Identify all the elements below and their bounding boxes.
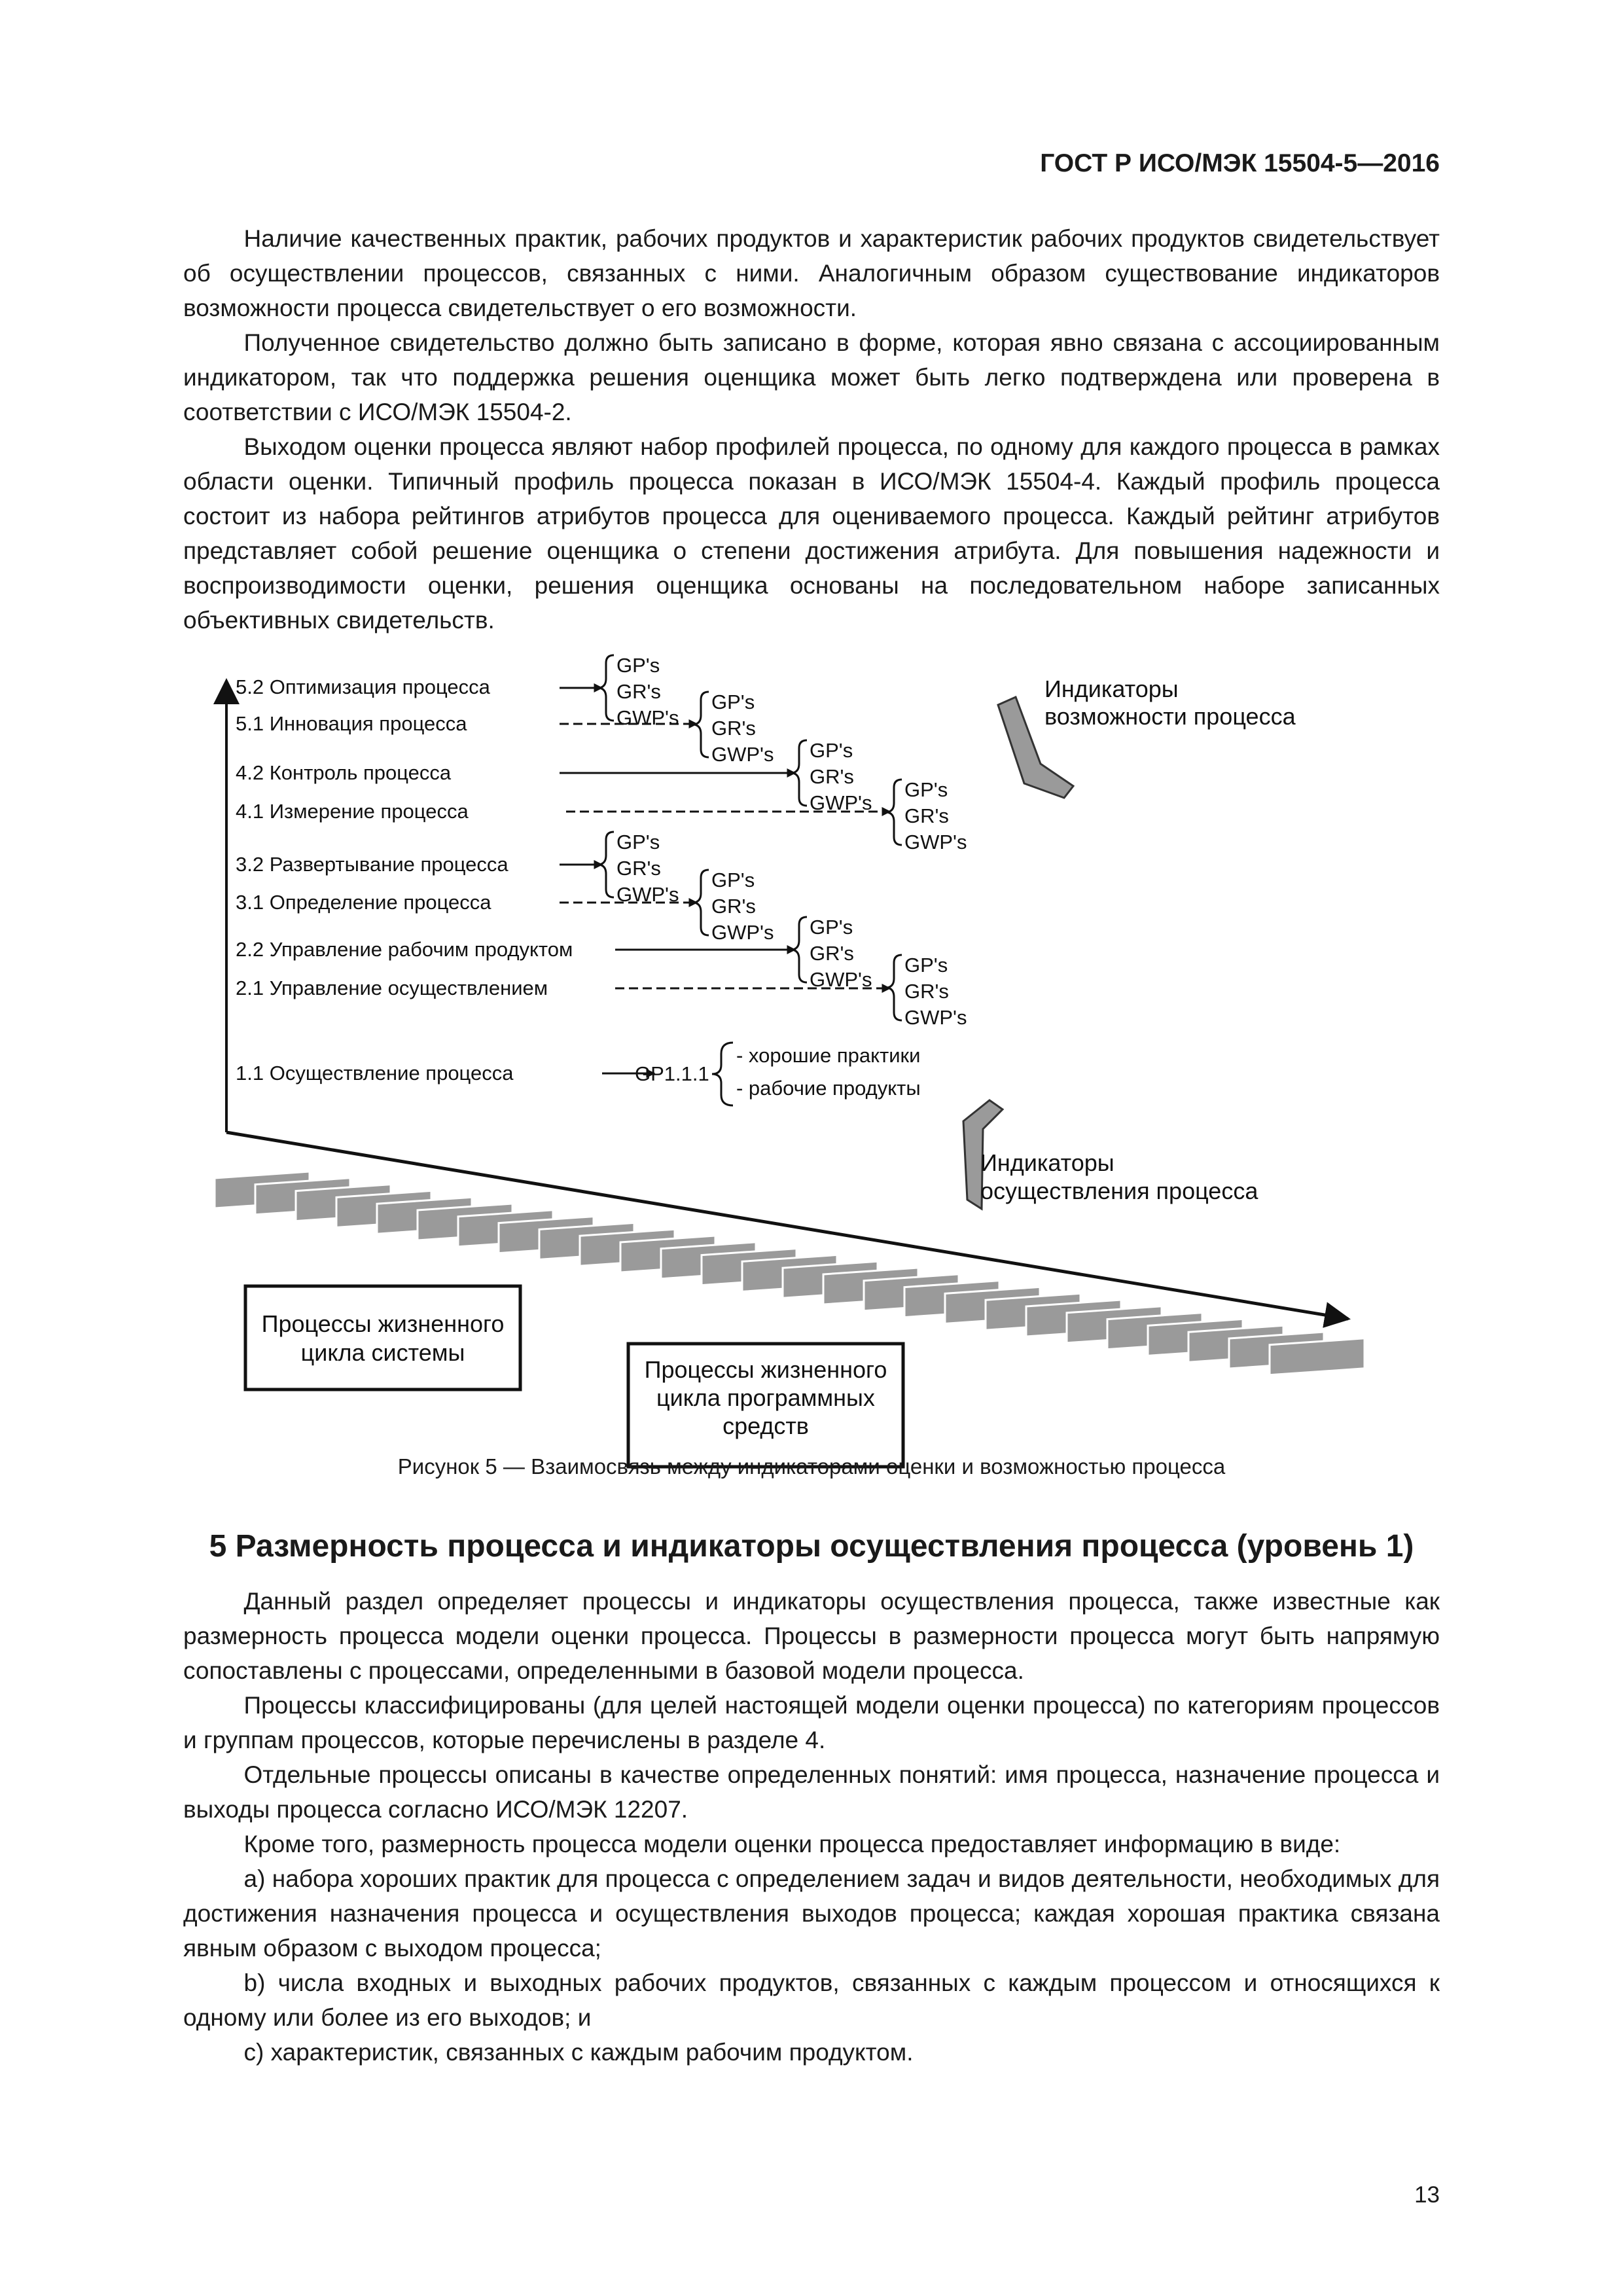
paragraph: Наличие качественных практик, рабочих продуктов и характеристик рабочих продуктов свидетельствует об осуществлении процессов, связанных с ними. Аналогичным образом существование индикаторов возможности процесса свидетельствует о его возможности.	[183, 225, 1440, 321]
paragraph: Процессы классифицированы (для целей настоящей модели оценки процесса) по категориям процессов и группам процессов, которые перечислены в разделе 4.	[183, 1692, 1440, 1753]
paragraph: Полученное свидетельство должно быть записано в форме, которая явно связана с ассоциированным индикатором, так что поддержка решения оценщика может быть легко подтверждена или проверена в соответствии с ИСО/МЭК 15504-2.	[183, 329, 1440, 425]
indicator-label: GP's	[616, 831, 660, 853]
gp-label: GP1.1.1	[635, 1062, 709, 1085]
paragraph: Выходом оценки процесса являют набор профилей процесса, по одному для каждого процесса в рамках области оценки. Типичный профиль процесса показан в ИСО/МЭК 15504-4. Каждый профиль процесса состоит из набора рейтингов атрибутов процесса для оцениваемого процесса. Каждый рейтинг атрибутов представляет собой решение оценщика о степени достижения атрибута. Для повышения надежности и воспроизводимости оценки, решения оценщика основаны на последовательном наборе записанных объективных свидетельств.	[183, 433, 1440, 634]
indicator-label: GR's	[711, 717, 756, 740]
software-lifecycle-label: Процессы жизненного	[644, 1356, 887, 1383]
performance-indicators-label: осуществления процесса	[980, 1177, 1258, 1204]
figure-5	[183, 645, 1427, 1486]
indicator-group	[694, 691, 774, 766]
indicator-label: GR's	[904, 980, 949, 1003]
indicator-label: GP's	[616, 654, 660, 677]
brace-icon	[887, 780, 902, 845]
lifecycle-bar	[1270, 1338, 1364, 1375]
level1-item: - рабочие продукты	[736, 1077, 921, 1100]
brace-icon	[887, 955, 902, 1020]
brace-icon	[599, 655, 614, 721]
indicator-label: GP's	[711, 691, 755, 713]
brace-icon	[694, 692, 709, 757]
software-lifecycle-label: средств	[722, 1412, 809, 1439]
level-label: 3.2 Развертывание процесса	[236, 853, 508, 876]
indicator-group	[887, 954, 967, 1029]
indicator-label: GR's	[616, 857, 661, 880]
indicator-label: GR's	[711, 895, 756, 918]
indicator-label: GWP's	[616, 706, 679, 729]
level-labels	[236, 675, 573, 1085]
capability-indicators-label: Индикаторы	[1044, 675, 1179, 702]
indicator-group	[793, 916, 872, 991]
brace-icon	[793, 740, 807, 806]
brace-icon	[599, 832, 614, 897]
paragraph: Отдельные процессы описаны в качестве определенных понятий: имя процесса, назначение процесса и выходы процесса согласно ИСО/МЭК 12207.	[183, 1761, 1440, 1823]
paragraph: Кроме того, размерность процесса модели оценки процесса предоставляет информацию в виде:	[243, 1831, 1341, 1857]
indicator-group	[694, 869, 774, 944]
list-item: b) числа входных и выходных рабочих продуктов, связанных с каждым процессом и относящихся к одному или более из его выходов; и	[183, 1969, 1440, 2031]
document-header: ГОСТ Р ИСО/МЭК 15504-5—2016	[1040, 149, 1440, 177]
level-label: 2.1 Управление осуществлением	[236, 977, 548, 999]
brace-icon	[712, 1043, 733, 1105]
indicator-label: GWP's	[904, 1006, 967, 1029]
indicator-label: GWP's	[616, 883, 679, 906]
figure-caption: Рисунок 5 — Взаимосвязь между индикаторами оценки и возможностью процесса	[397, 1454, 1226, 1479]
performance-indicators-label: Индикаторы	[980, 1149, 1115, 1176]
capability-indicators-label: возможности процесса	[1044, 703, 1296, 730]
level-label: 2.2 Управление рабочим продуктом	[236, 938, 573, 961]
indicator-group	[599, 831, 679, 906]
indicator-label: GR's	[904, 804, 949, 827]
level-label: 4.1 Измерение процесса	[236, 800, 469, 823]
section-body	[183, 1584, 1440, 2070]
indicator-label: GP's	[810, 739, 853, 762]
list-item: a) набора хороших практик для процесса с определением задач и видов деятельности, необходимых для достижения назначения процесса и осуществления выходов процесса; каждая хорошая практика связана явным образом с выходом процесса;	[183, 1865, 1440, 1962]
indicator-groups	[599, 654, 967, 1029]
level-label: 5.1 Инновация процесса	[236, 712, 467, 735]
brace-icon	[694, 870, 709, 935]
indicator-label: GWP's	[810, 791, 872, 814]
indicator-label: GWP's	[810, 968, 872, 991]
level-label: 1.1 Осуществление процесса	[236, 1062, 514, 1085]
system-lifecycle-label: цикла системы	[300, 1339, 465, 1366]
level1-item: - хорошие практики	[736, 1044, 921, 1067]
indicator-group	[599, 654, 679, 729]
indicator-label: GR's	[810, 765, 854, 788]
system-lifecycle-label: Процессы жизненного	[261, 1310, 505, 1337]
list-item: c) характеристик, связанных с каждым рабочим продуктом.	[243, 2039, 914, 2066]
software-lifecycle-label: цикла программных	[656, 1384, 875, 1411]
brace-icon	[793, 917, 807, 982]
page-number: 13	[1414, 2182, 1440, 2208]
level-label: 5.2 Оптимизация процесса	[236, 675, 490, 698]
intro-text	[183, 221, 1440, 637]
indicator-group	[793, 739, 872, 814]
indicator-label: GP's	[711, 869, 755, 891]
level-label: 4.2 Контроль процесса	[236, 761, 452, 784]
indicator-label: GWP's	[711, 921, 774, 944]
indicator-label: GR's	[810, 942, 854, 965]
indicator-label: GP's	[810, 916, 853, 939]
indicator-label: GP's	[904, 954, 948, 977]
indicator-group	[887, 778, 967, 853]
indicator-label: GWP's	[904, 831, 967, 853]
indicator-diagram	[183, 645, 1427, 1486]
level-label: 3.1 Определение процесса	[236, 891, 491, 914]
indicator-label: GWP's	[711, 743, 774, 766]
section-heading: 5 Размерность процесса и индикаторы осуществления процесса (уровень 1)	[209, 1529, 1414, 1564]
indicator-label: GP's	[904, 778, 948, 801]
indicator-label: GR's	[616, 680, 661, 703]
system-lifecycle-box	[245, 1286, 520, 1390]
paragraph: Данный раздел определяет процессы и индикаторы осуществления процесса, также известные как размерность процесса модели оценки процесса. Процессы в размерности процесса могут быть напрямую сопоставлены с процессами, определенными в базовой модели процесса.	[183, 1588, 1440, 1684]
